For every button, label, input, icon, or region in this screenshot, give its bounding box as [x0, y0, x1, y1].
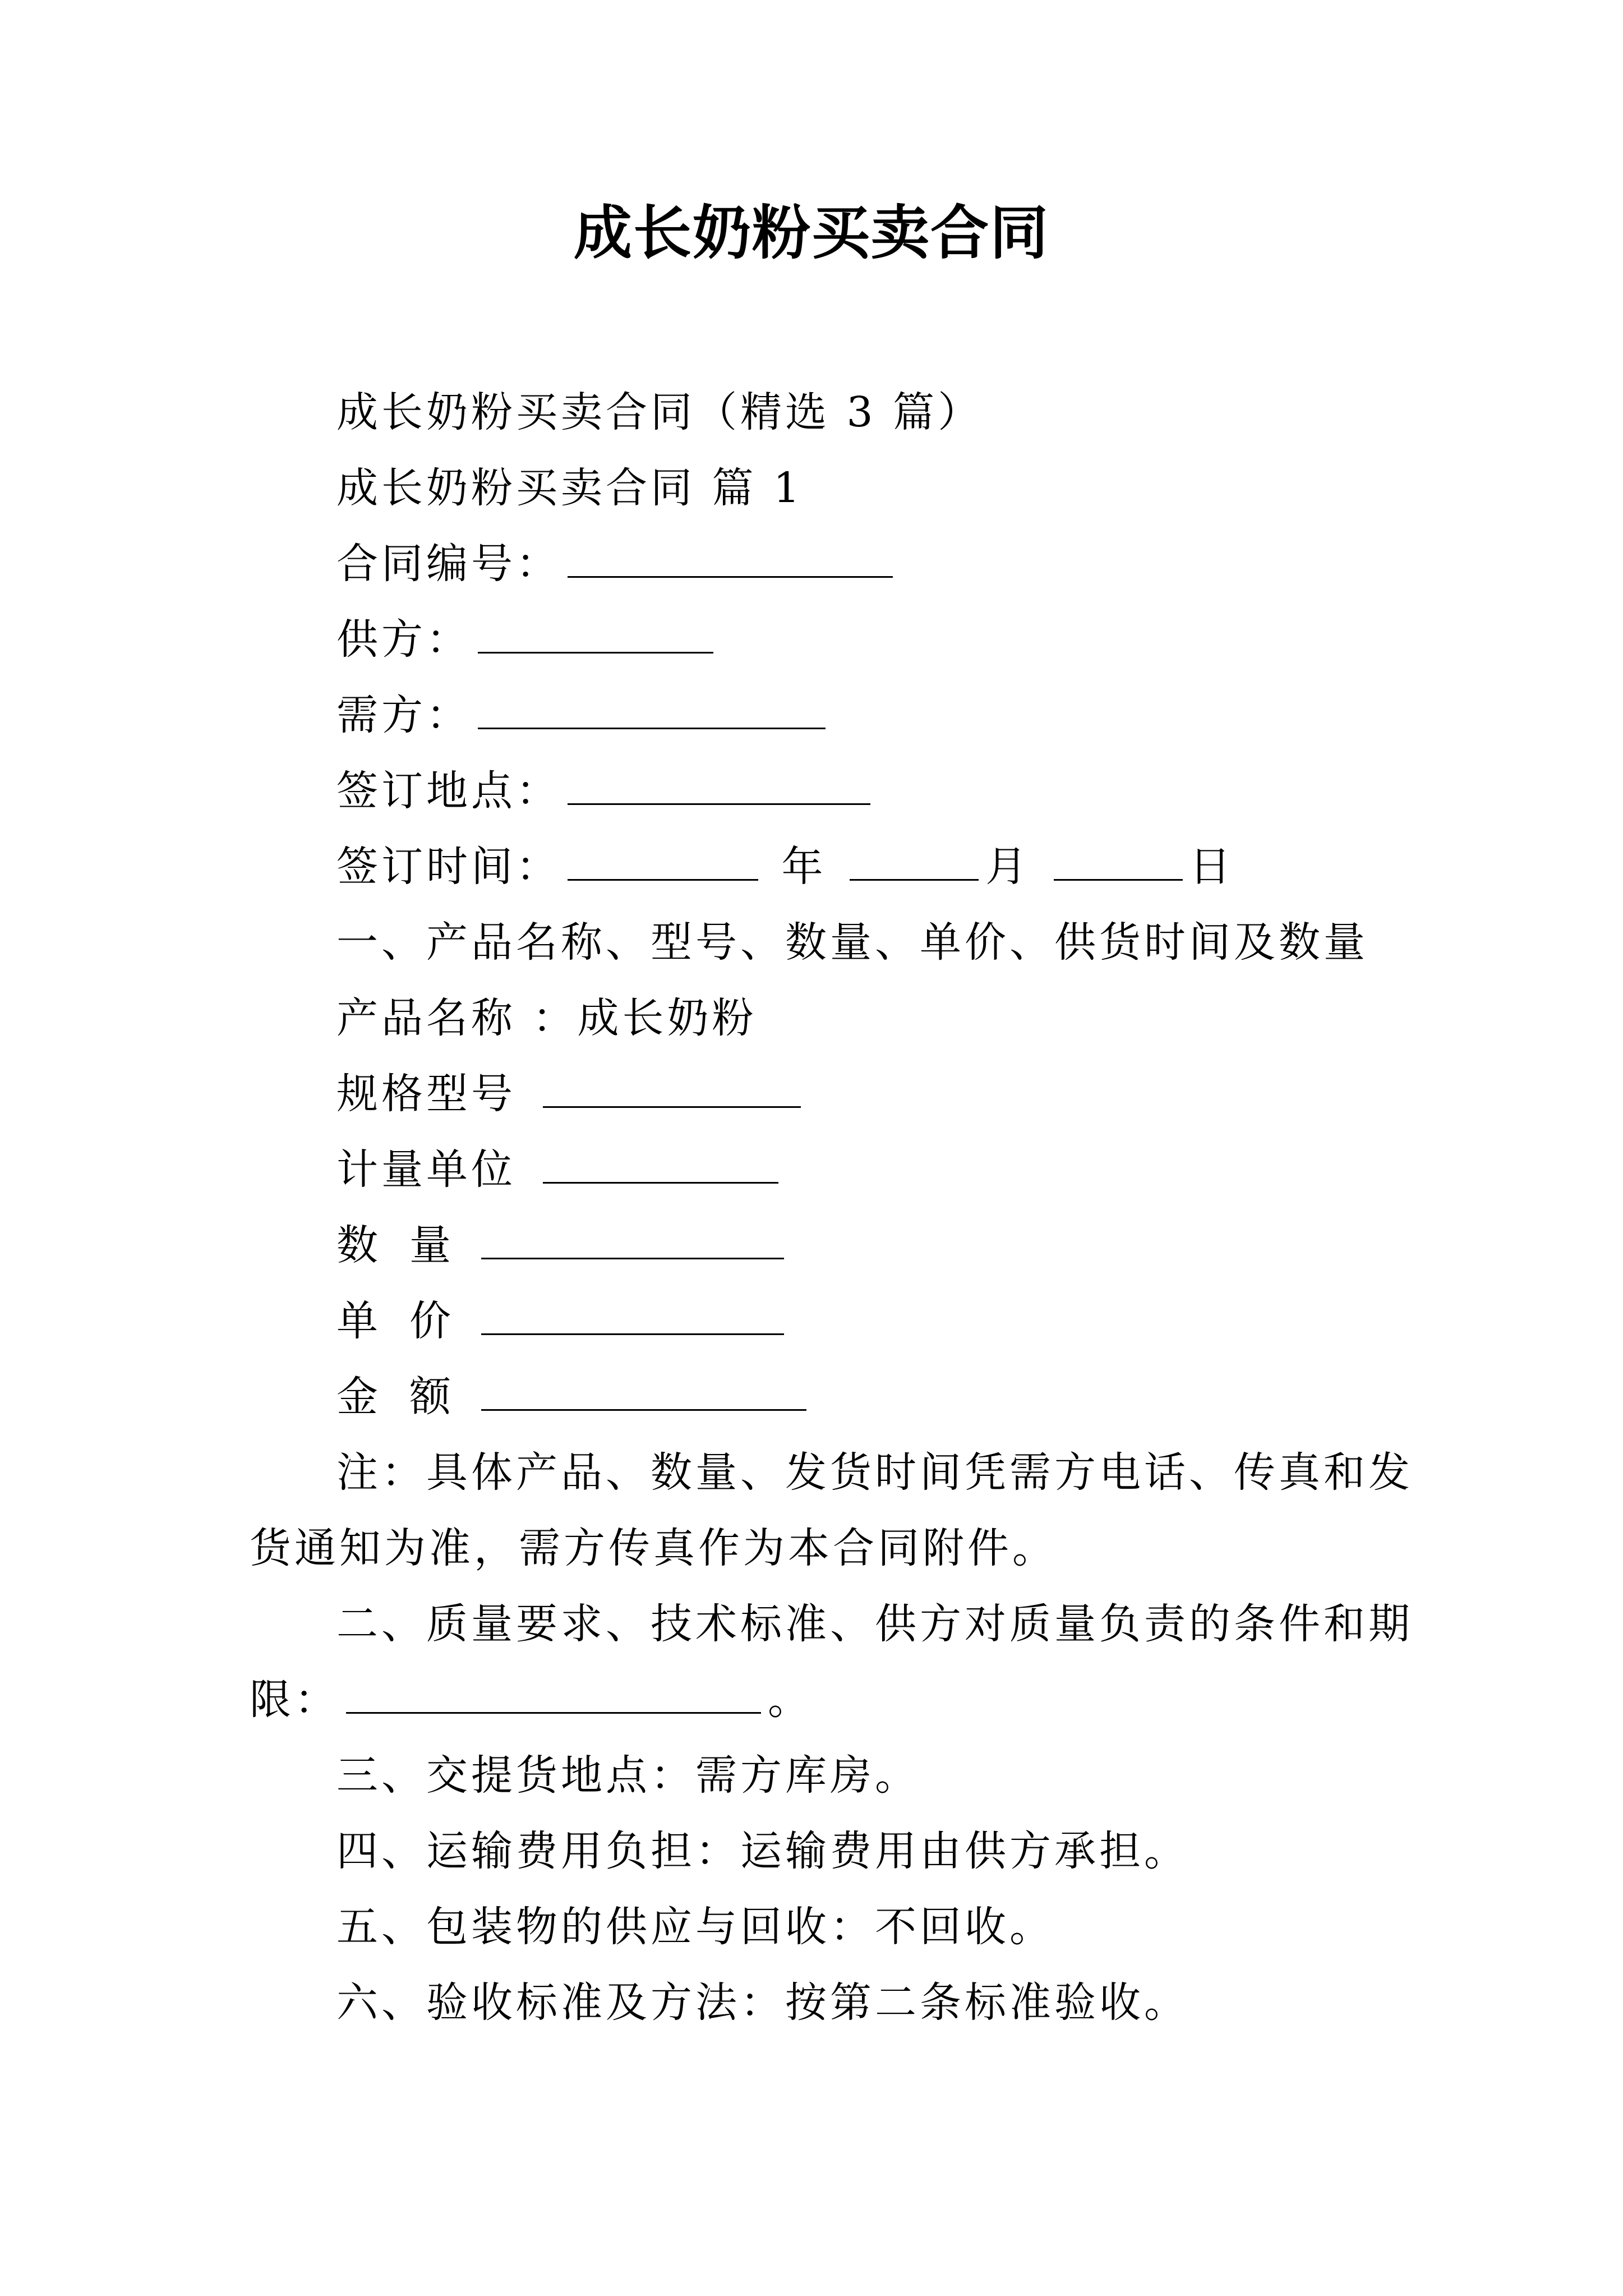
- buyer-label: 需方：: [336, 691, 471, 739]
- document-title: 成长奶粉买卖合同: [573, 198, 1049, 267]
- spec-label: 规格型号: [336, 1070, 516, 1118]
- quantity-label-2: 量: [409, 1221, 454, 1269]
- section-2-line-1: 二、质量要求、技术标准、供方对质量负责的条件和期: [336, 1600, 1413, 1648]
- section-2-line-2: [250, 1672, 813, 1728]
- section-2-prefix: 限：: [250, 1676, 339, 1724]
- contract-number-blank: [568, 537, 893, 578]
- price-label-2: 价: [409, 1297, 454, 1345]
- spec-row: [336, 1066, 808, 1122]
- sign-time-row: [336, 839, 1234, 895]
- section-1-heading: 一、产品名称、型号、数量、单价、供货时间及数量: [336, 918, 1368, 967]
- product-name-row: 产品名称 ：成长奶粉: [336, 994, 757, 1042]
- buyer-blank: [478, 688, 826, 729]
- section-2-blank: [346, 1673, 761, 1714]
- section-2-suffix: 。: [768, 1676, 813, 1724]
- price-row: [336, 1293, 791, 1349]
- contract-number-row: [336, 536, 900, 592]
- supplier-label: 供方：: [336, 615, 471, 664]
- buyer-row: [336, 687, 832, 743]
- document-subtitle: 成长奶粉买卖合同（精选 3 篇）: [336, 388, 983, 436]
- section-6: 六、验收标准及方法：按第二条标准验收。: [336, 1978, 1189, 2027]
- amount-blank: [481, 1370, 806, 1411]
- month-blank: [850, 840, 979, 881]
- part-heading: 成长奶粉买卖合同 篇 1: [336, 464, 804, 512]
- sign-place-row: [336, 763, 877, 819]
- section-3: 三、交提货地点：需方库房。: [336, 1751, 920, 1800]
- amount-label-1: 金: [336, 1373, 381, 1421]
- sign-place-label: 签订地点：: [336, 767, 561, 815]
- price-label-1: 单: [336, 1297, 381, 1345]
- unit-blank: [543, 1143, 778, 1184]
- spec-blank: [543, 1067, 801, 1108]
- quantity-label-1: 数: [336, 1221, 381, 1269]
- sign-time-label: 签订时间：: [336, 843, 561, 891]
- section-5: 五、包装物的供应与回收：不回收。: [336, 1903, 1054, 1951]
- price-blank: [481, 1294, 784, 1335]
- contract-number-label: 合同编号：: [336, 540, 561, 588]
- supplier-row: [336, 611, 720, 668]
- section-4: 四、运输费用负担：运输费用由供方承担。: [336, 1827, 1189, 1875]
- month-label: 月: [985, 843, 1031, 891]
- day-blank: [1054, 840, 1183, 881]
- amount-row: [336, 1369, 813, 1425]
- quantity-row: [336, 1217, 791, 1273]
- unit-row: [336, 1142, 785, 1198]
- year-label: 年: [781, 843, 827, 891]
- day-label: 日: [1189, 843, 1234, 891]
- amount-label-2: 额: [409, 1373, 454, 1421]
- supplier-blank: [478, 613, 713, 654]
- note-line-1: 注：具体产品、数量、发货时间凭需方电话、传真和发: [336, 1448, 1413, 1497]
- sign-place-blank: [568, 764, 870, 805]
- unit-label: 计量单位: [336, 1145, 516, 1194]
- year-blank: [568, 840, 758, 881]
- note-line-2: 货通知为准，需方传真作为本合同附件。: [250, 1524, 1057, 1572]
- quantity-blank: [481, 1218, 784, 1259]
